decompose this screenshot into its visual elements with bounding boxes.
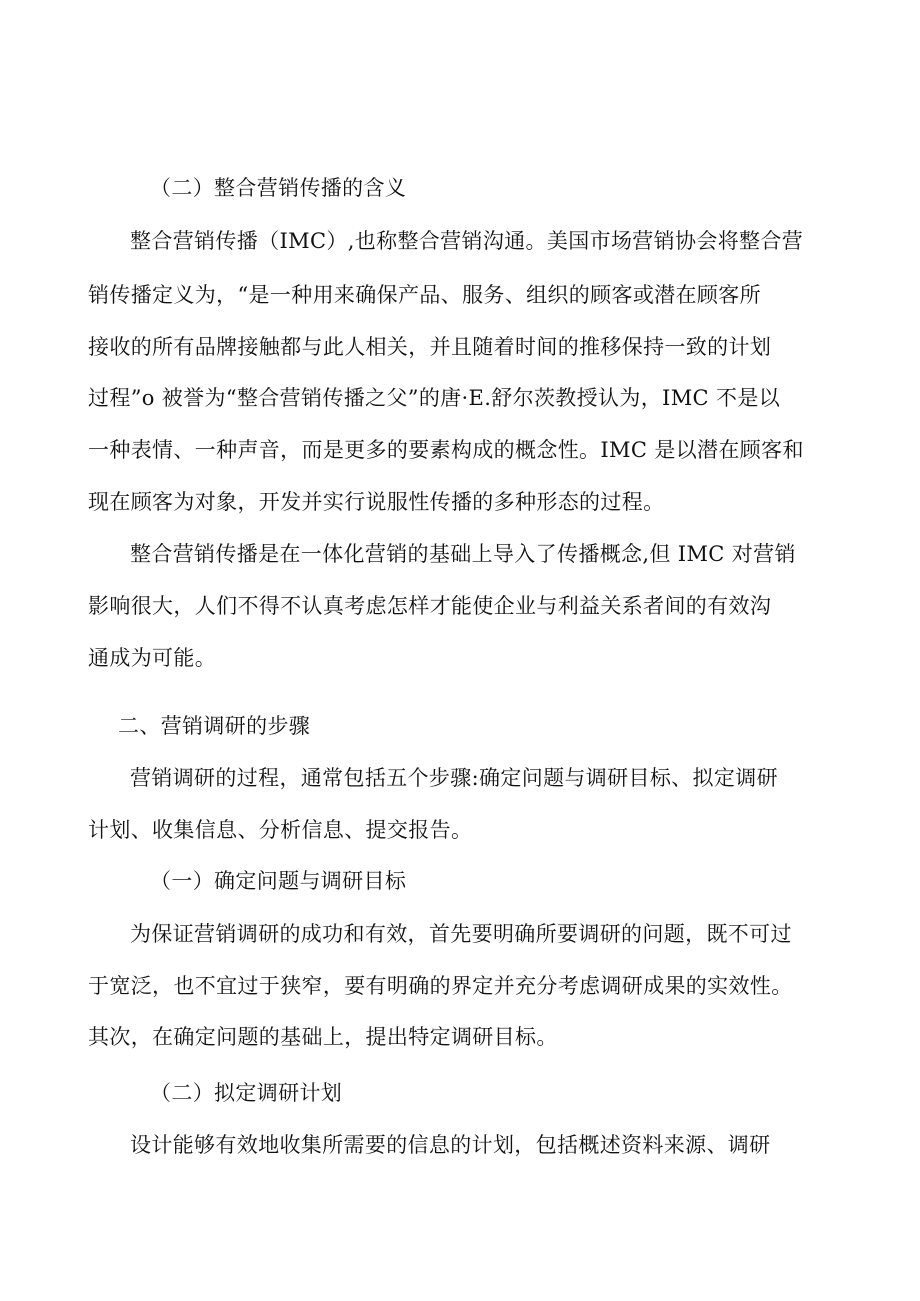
paragraph-research-process-line-2: 计划、收集信息、分析信息、提交报告。 [88, 818, 473, 842]
paragraph-define-problem-line-3: 其次，在确定问题的基础上，提出特定调研目标。 [88, 1025, 558, 1049]
paragraph-imc-definition-line-5: 一种表情、一种声音，而是更多的要素构成的概念性。IMC 是以潜在顾客和 [88, 438, 804, 462]
heading-define-problem: （一）确定问题与调研目标 [150, 869, 407, 893]
paragraph-imc-definition-line-3: 接收的所有品牌接触都与此人相关，并且随着时间的推移保持一致的计划 [88, 335, 772, 359]
paragraph-imc-definition-line-4: 过程”o 被誉为“整合营销传播之父”的唐·E.舒尔茨教授认为，IMC 不是以 [88, 386, 781, 410]
paragraph-imc-definition-line-1: 整合营销传播（IMC）,也称整合营销沟通。美国市场营销协会将整合营 [130, 229, 804, 253]
paragraph-define-problem-line-1: 为保证营销调研的成功和有效，首先要明确所要调研的问题，既不可过 [130, 922, 792, 946]
paragraph-imc-definition-line-2: 销传播定义为，“是一种用来确保产品、服务、组织的顾客或潜在顾客所 [88, 283, 761, 307]
paragraph-research-process-line-1: 营销调研的过程，通常包括五个步骤:确定问题与调研目标、拟定调研 [130, 766, 778, 790]
paragraph-imc-impact-line-3: 通成为可能。 [88, 646, 217, 670]
paragraph-imc-definition-line-6: 现在顾客为对象，开发并实行说服性传播的多种形态的过程。 [88, 490, 665, 514]
heading-research-plan: （二）拟定调研计划 [150, 1081, 343, 1105]
paragraph-imc-impact-line-2: 影响很大，人们不得不认真考虑怎样才能使企业与利益关系者间的有效沟 [88, 594, 772, 618]
paragraph-define-problem-line-2: 于宽泛，也不宜过于狭窄，要有明确的界定并充分考虑调研成果的实效性。 [88, 974, 793, 998]
paragraph-imc-impact-line-1: 整合营销传播是在一体化营销的基础上导入了传播概念,但 IMC 对营销 [130, 542, 796, 566]
heading-imc-meaning: （二）整合营销传播的含义 [150, 176, 407, 200]
section-heading-research-steps: 二、营销调研的步骤 [118, 714, 311, 738]
paragraph-research-plan-line-1: 设计能够有效地收集所需要的信息的计划，包括概述资料来源、调研 [130, 1133, 771, 1157]
